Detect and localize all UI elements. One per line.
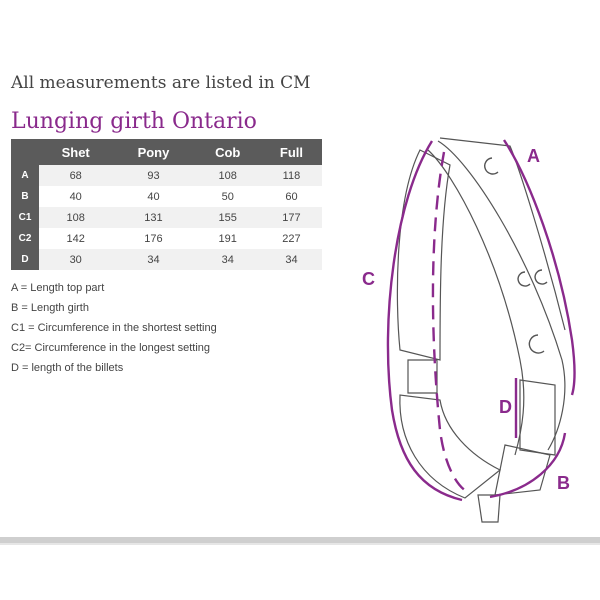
row-header: C2 <box>11 228 39 249</box>
table-cell: 93 <box>112 165 194 186</box>
table-cell: 227 <box>282 232 301 245</box>
table-cell: 34 <box>195 249 261 270</box>
table-cell: 60 <box>285 190 298 203</box>
measure-a-line <box>504 140 575 395</box>
legend-item: C2= Circumference in the longest setting <box>11 342 211 354</box>
girth-pad-outer <box>397 150 450 360</box>
table-cell: 68 <box>39 165 112 186</box>
table-cell: 176 <box>144 232 163 245</box>
table-cell: 40 <box>69 190 82 203</box>
table-cell: 155 <box>195 207 261 228</box>
table-cell: 177 <box>261 207 322 228</box>
table-cell: 50 <box>221 190 234 203</box>
column-header: Pony <box>112 139 194 165</box>
row-header: B <box>11 186 39 207</box>
table-cell: 191 <box>218 232 237 245</box>
girth-pad-lower <box>400 395 500 498</box>
label-d: D <box>499 397 512 417</box>
table-cell: 108 <box>195 165 261 186</box>
legend-item: C1 = Circumference in the shortest setting <box>11 322 217 334</box>
table-cell: 118 <box>261 165 322 186</box>
product-title: Lunging girth Ontario <box>11 109 257 134</box>
measure-c-line <box>388 141 462 500</box>
table-cell: 131 <box>112 207 194 228</box>
label-b: B <box>557 473 570 493</box>
row-header: A <box>11 165 39 186</box>
label-a: A <box>527 146 540 166</box>
girth-illustration <box>397 138 565 522</box>
ring-icon <box>535 270 547 284</box>
row-header: D <box>11 249 39 270</box>
intro-text: All measurements are listed in CM <box>11 73 311 93</box>
table-cell: 30 <box>39 249 112 270</box>
table-cell: 142 <box>66 232 85 245</box>
row-header: C1 <box>11 207 39 228</box>
legend-item: B = Length girth <box>11 302 89 314</box>
table-cell: 108 <box>39 207 112 228</box>
column-header: Cob <box>195 139 261 165</box>
ring-icon <box>485 158 498 174</box>
girth-elastic-left <box>408 360 437 393</box>
column-header: Shet <box>39 139 112 165</box>
legend-item: D = length of the billets <box>11 362 124 374</box>
table-cell: 34 <box>112 249 194 270</box>
girth-billet-end <box>478 495 500 522</box>
girth-buckle-strap <box>520 380 555 455</box>
bottom-strip-shadow <box>0 543 600 545</box>
table-cell: 34 <box>261 249 322 270</box>
legend-item: A = Length top part <box>11 282 105 294</box>
measurement-lines <box>388 140 575 500</box>
table-cell: 40 <box>147 190 160 203</box>
girth-rings <box>485 158 547 353</box>
ring-icon <box>518 272 530 286</box>
ring-icon <box>529 335 544 353</box>
column-header: Full <box>261 139 322 165</box>
label-c: C <box>362 269 375 289</box>
